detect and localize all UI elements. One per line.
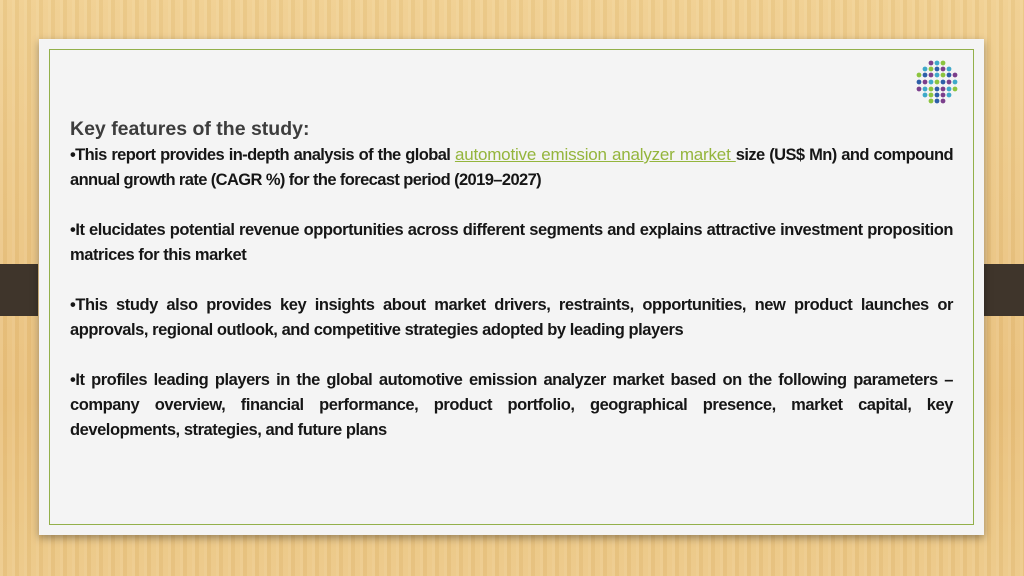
slide-card: [39, 39, 984, 535]
logo-dot: [947, 87, 952, 92]
logo-dot: [947, 93, 952, 98]
logo-dot: [935, 99, 940, 104]
dotted-circle-logo-icon: [913, 58, 961, 106]
bullet-1-suffix: size (US$ Mn) and compound annual growth rate (CAGR %) for the forecast period (2019–2027): [70, 146, 953, 189]
logo-dot: [941, 73, 946, 78]
bullet-3: •This study also provides key insights about market drivers, restraints, opportunities, new product launches or approvals, regional outlook, and competitive strategies adopted by leading players: [70, 296, 953, 339]
bullet-1: [70, 142, 953, 193]
logo-dot: [917, 80, 922, 85]
logo-dot: [941, 61, 946, 66]
logo-dot: [941, 93, 946, 98]
logo-dot: [923, 80, 928, 85]
logo-dot: [929, 73, 934, 78]
logo-dot: [929, 61, 934, 66]
logo-dot: [941, 87, 946, 92]
logo-dot: [953, 87, 958, 92]
logo-dot: [917, 73, 922, 78]
bullet-2: •It elucidates potential revenue opportunities across different segments and explains attractive investment proposition matrices for this market: [70, 221, 953, 264]
logo-dot: [923, 73, 928, 78]
logo-dot: [935, 93, 940, 98]
logo-dot: [935, 73, 940, 78]
logo-dot: [947, 67, 952, 72]
logo-dot: [941, 99, 946, 104]
logo-dot: [935, 61, 940, 66]
slide-heading: Key features of the study:: [70, 118, 310, 140]
logo-dot: [923, 87, 928, 92]
logo-dot: [929, 67, 934, 72]
slide-content: [70, 117, 953, 443]
logo-dot: [953, 80, 958, 85]
logo-dot: [929, 93, 934, 98]
logo-dot: [935, 87, 940, 92]
logo-dot: [935, 67, 940, 72]
logo-dot: [929, 87, 934, 92]
logo-dot: [917, 87, 922, 92]
logo-dot: [941, 67, 946, 72]
logo-dot: [929, 99, 934, 104]
logo-dot: [923, 67, 928, 72]
bullet-1-prefix: •This report provides in-depth analysis of the global: [70, 146, 455, 164]
logo-dot: [953, 73, 958, 78]
logo-dot: [947, 73, 952, 78]
logo-dot: [923, 93, 928, 98]
market-link[interactable]: automotive emission analyzer market: [454, 145, 736, 164]
logo-dot: [947, 80, 952, 85]
logo-dot: [929, 80, 934, 85]
bullet-4: •It profiles leading players in the global automotive emission analyzer market based on the following parameters – company overview, financial performance, product portfolio, geographical presence, market capital, key developments, strategies, and future plans: [70, 371, 953, 439]
left-tab-decoration: [0, 264, 38, 316]
logo-dot: [935, 80, 940, 85]
logo-dot: [941, 80, 946, 85]
